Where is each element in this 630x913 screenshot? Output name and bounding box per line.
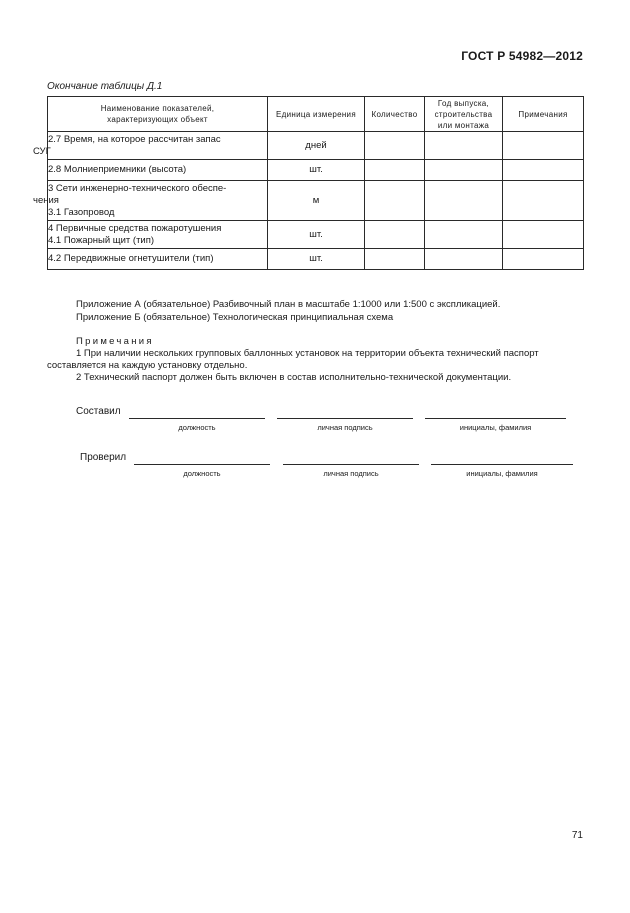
standard-code: ГОСТ Р 54982—2012 <box>461 49 583 63</box>
table-row <box>48 249 584 270</box>
row-unit-cell: шт. <box>268 249 365 270</box>
signature-line-sign <box>277 418 413 419</box>
caption-position: должность <box>183 469 221 478</box>
table-row <box>48 221 584 249</box>
caption-initials-surname: инициалы, фамилия <box>459 423 532 432</box>
caption-signature: личная подпись <box>323 469 379 478</box>
notes-heading: Примечания <box>76 336 154 347</box>
appendix-a: Приложение А (обязательное) Разбивочный план в масштабе 1:1000 или 1:500 с экспликацией. <box>76 299 501 310</box>
row-year-cell <box>425 160 503 181</box>
table-row <box>48 160 584 181</box>
row-name-cell: 2.7 Время, на которое рассчитан запас СУГ <box>48 132 268 160</box>
row-unit-cell: шт. <box>268 221 365 249</box>
table-row <box>48 132 584 160</box>
note-2: 2 Технический паспорт должен быть включен в состав исполнительно-технической документации. <box>76 372 512 383</box>
row-quantity-cell <box>365 160 425 181</box>
row-notes-cell <box>503 132 584 160</box>
col-header-quantity: Количество <box>365 97 425 132</box>
row-unit-cell: м <box>268 181 365 221</box>
page-number: 71 <box>571 830 583 841</box>
note-1-line-1: 1 При наличии нескольких групповых баллонных установок на территории объекта технический паспорт <box>76 348 539 359</box>
signature-line-sign <box>283 464 419 465</box>
row-quantity-cell <box>365 132 425 160</box>
appendix-b: Приложение Б (обязательное) Технологическая принципиальная схема <box>76 312 394 323</box>
row-unit-cell: дней <box>268 132 365 160</box>
row-quantity-cell <box>365 181 425 221</box>
row-notes-cell <box>503 160 584 181</box>
row-notes-cell <box>503 181 584 221</box>
table-header-row <box>48 97 584 132</box>
caption-initials-surname: инициалы, фамилия <box>466 469 538 478</box>
row-quantity-cell <box>365 249 425 270</box>
row-name-cell: 4.2 Передвижные огнетушители (тип) <box>48 249 268 270</box>
signature-line-position <box>129 418 265 419</box>
row-unit-cell: шт. <box>268 160 365 181</box>
col-header-name: Наименование показателей, характеризующих объект <box>48 97 268 132</box>
signature-line-name <box>425 418 566 419</box>
row-year-cell <box>425 221 503 249</box>
signature-label: Проверил <box>80 452 127 463</box>
note-1-line-2: составляется на каждую установку отдельно. <box>47 360 248 371</box>
caption-position: должность <box>178 423 216 432</box>
row-name-cell: 2.8 Молниеприемники (высота) <box>48 160 268 181</box>
signature-label: Составил <box>76 406 121 417</box>
row-notes-cell <box>503 221 584 249</box>
signature-line-position <box>134 464 270 465</box>
signature-line-name <box>431 464 573 465</box>
row-name-cell: 3 Сети инженерно-технического обеспе- чения 3.1 Газопровод <box>48 181 268 221</box>
table-caption: Окончание таблицы Д.1 <box>47 81 163 92</box>
row-name-cell: 4 Первичные средства пожаротушения 4.1 Пожарный щит (тип) <box>48 221 268 249</box>
row-year-cell <box>425 249 503 270</box>
row-notes-cell <box>503 249 584 270</box>
row-year-cell <box>425 181 503 221</box>
col-header-notes: Примечания <box>503 97 584 132</box>
row-quantity-cell <box>365 221 425 249</box>
data-table <box>33 96 584 270</box>
signature-row-compiled <box>0 406 630 436</box>
col-header-unit: Единица измерения <box>268 97 365 132</box>
caption-signature: личная подпись <box>317 423 373 432</box>
table-row <box>48 181 584 221</box>
row-year-cell <box>425 132 503 160</box>
col-header-year: Год выпуска, строительства или монтажа <box>425 97 503 132</box>
signature-row-checked <box>0 452 630 482</box>
